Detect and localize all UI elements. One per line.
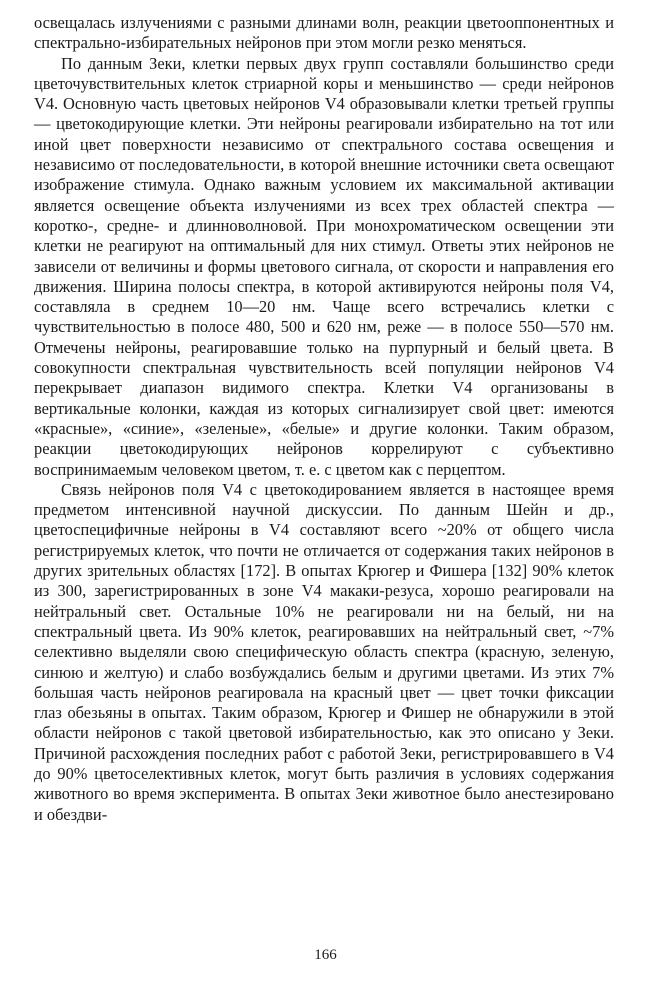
paragraph-continuation: освещалась излучениями с разными длинами волн, реакции цветооппонентных и спектрально-избирательных нейронов при этом могли резко меняться. — [34, 13, 614, 53]
paragraph-v4-discussion: Связь нейронов поля V4 с цветокодированием является в настоящее время предметом интенсивной научной дискуссии. По данным Шейн и др., цветоспецифичные нейроны в V4 составляют всего ~20% от общего числа регистрируемых клеток, что почти не отличается от содержания таких нейронов в других зрительных областях [172]. В опытах Крюгер и Фишера [132] 90% клеток из 300, зарегистрированных в зоне V4 макаки-резуса, хорошо реагировали на нейтральный свет. Остальные 10% не реагировали ни на белый, ни на спектральный цвета. Из 90% клеток, реагировавших на нейтральный свет, ~7% селективно выделяли свою специфическую область спектра (красную, зеленую, синюю и желтую) и слабо возбуждались белым и другими цветами. Из этих 7% большая часть нейронов реагировала на красный цвет — цвет точки фиксации глаз обезьяны в опытах. Таким образом, Крюгер и Фишер не обнаружили в этой области нейронов с такой цветовой избирательностью, как это описано у Зеки. Причиной расхождения последних работ с работой Зеки, регистрировавшего в V4 до 90% цветоселективных клеток, могут быть различия в условиях содержания животного во время эксперимента. В опытах Зеки животное было анестезировано и обездви- — [34, 479, 614, 824]
page-body — [34, 13, 614, 825]
paragraph-zeki-findings: По данным Зеки, клетки первых двух групп составляли большинство среди цветочувствительных клеток стриарной коры и меньшинство — среди нейронов V4. Основную часть цветовых нейронов V4 образовывали клетки третьей группы — цветокодирующие клетки. Эти нейроны реагировали избирательно на тот или иной цвет поверхности независимо от спектрального состава освещения и независимо от последовательности, в которой внешние источники света освещают изображение стимула. Однако важным условием их максимальной активации является освещение объекта излучениями из всех трех областей спектра — коротко-, средне- и длинноволновой. При монохроматическом освещении эти клетки не реагируют на оптимальный для них стимул. Ответы этих нейронов не зависели от величины и формы цветового сигнала, от скорости и направления его движения. Ширина полосы спектра, в которой активируются нейроны поля V4, составляла в среднем 10—20 нм. Чаще всего встречались клетки с чувствительностью в полосе 480, 500 и 620 нм, реже — в полосе 550—570 нм. Отмечены нейроны, реагировавшие только на пурпурный и белый цвета. В совокупности спектральная чувствительность всей популяции нейронов V4 перекрывает диапазон видимого спектра. Клетки V4 организованы в вертикальные колонки, каждая из которых сигнализирует свой цвет: имеются «красные», «синие», «зеленые», «белые» и другие колонки. Таким образом, реакции цветокодирующих нейронов коррелируют с субъективно воспринимаемым человеком цветом, т. е. с цветом как с перцептом. — [34, 53, 614, 479]
page-number: 166 — [314, 947, 337, 963]
